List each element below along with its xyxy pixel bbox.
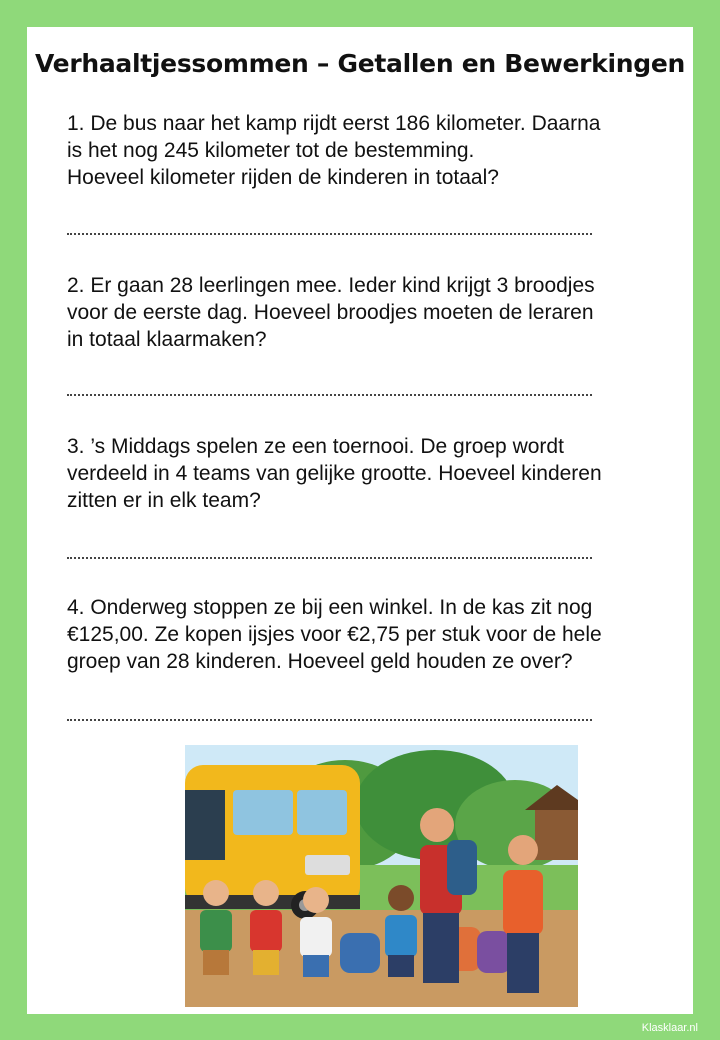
- footer-brand: Klasklaar.nl: [641, 1022, 698, 1034]
- question-2-line-3: in totaal klaarmaken?: [67, 328, 267, 351]
- school-trip-illustration: [185, 745, 578, 1007]
- question-2-line-1: 2. Er gaan 28 leerlingen mee. Ieder kind krijgt 3 broodjes: [67, 274, 595, 297]
- question-3-line-3: zitten er in elk team?: [67, 489, 261, 512]
- question-4-line-3: groep van 28 kinderen. Hoeveel geld houden ze over?: [67, 650, 573, 673]
- answer-line-3[interactable]: [67, 557, 592, 559]
- answer-line-1[interactable]: [67, 233, 592, 235]
- worksheet-page: [27, 27, 693, 1014]
- question-1: [67, 110, 667, 191]
- question-3-line-1: 3. ’s Middags spelen ze een toernooi. De groep wordt: [67, 435, 564, 458]
- answer-line-2[interactable]: [67, 394, 592, 396]
- question-4: [67, 594, 667, 675]
- question-2: [67, 272, 667, 353]
- question-1-line-1: 1. De bus naar het kamp rijdt eerst 186 kilometer. Daarna: [67, 112, 601, 135]
- question-4-line-2: €125,00. Ze kopen ijsjes voor €2,75 per stuk voor de hele: [67, 623, 602, 646]
- question-3: [67, 433, 667, 514]
- answer-line-4[interactable]: [67, 719, 592, 721]
- question-3-line-2: verdeeld in 4 teams van gelijke grootte. Hoeveel kinderen: [67, 462, 602, 485]
- page-title: Verhaaltjessommen – Getallen en Bewerkingen: [34, 49, 686, 78]
- question-1-line-2: is het nog 245 kilometer tot de bestemming.: [67, 139, 475, 162]
- question-4-line-1: 4. Onderweg stoppen ze bij een winkel. In de kas zit nog: [67, 596, 593, 619]
- bus-and-children-image: [185, 745, 578, 1007]
- question-2-line-2: voor de eerste dag. Hoeveel broodjes moeten de leraren: [67, 301, 594, 324]
- question-1-line-3: Hoeveel kilometer rijden de kinderen in totaal?: [67, 166, 499, 189]
